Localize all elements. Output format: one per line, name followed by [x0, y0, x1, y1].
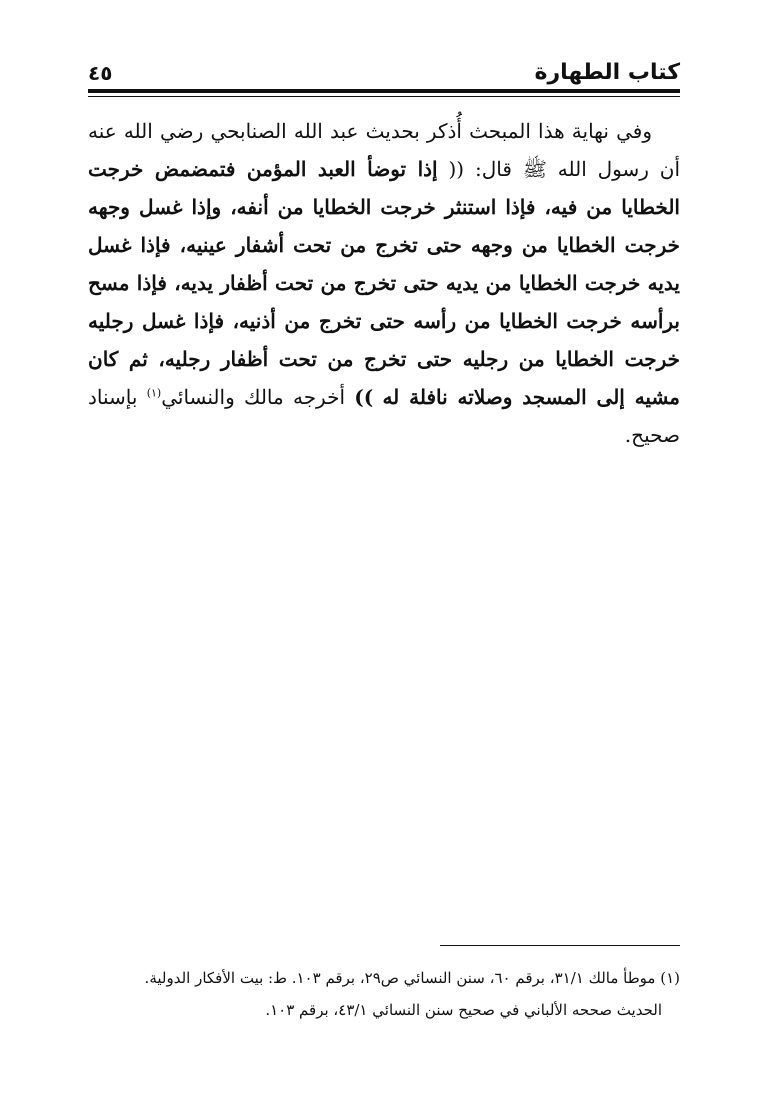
intro-text: وفي نهاية هذا المبحث أُذكر بحديث عبد الله الصنابحي رضي الله عنه أن رسول الله ﷺ قال: (( [88, 119, 681, 181]
closing-bracket: )) [354, 385, 374, 409]
ending-text: بإسناد صحيح. [88, 385, 680, 447]
attribution-text: أخرجه مالك والنسائي [161, 385, 346, 409]
main-text [88, 112, 680, 454]
footnote-line: الحديث صححه الألباني في صحيح سنن النسائي ٤٣/١، برقم ١٠٣. [265, 1001, 662, 1019]
footnote-separator [440, 945, 680, 946]
paragraph [88, 112, 680, 454]
footnotes [88, 962, 680, 1026]
chapter-title: كتاب الطهارة [534, 60, 680, 85]
running-header [88, 58, 680, 88]
footnote-line: (١) موطأ مالك ٣١/١، برقم ٦٠، سنن النسائي ص٢٩، برقم ١٠٣. ط: بيت الأفكار الدولية. [144, 969, 680, 987]
footnote-reference: (١) [146, 386, 162, 400]
hadith-text: إذا توضأ العبد المؤمن فتمضمض خرجت الخطايا من فيه، فإذا استنثر خرجت الخطايا من أنفه، وإذا غسل وجهه خرجت الخطايا من وجهه حتى تخرج من تحت أشفار عينيه، فإذا غسل يديه خرجت الخطايا من يديه حتى تخرج من تحت أظفار يديه، فإذا مسح برأسه خرجت الخطايا من رأسه حتى تخرج من أذنيه، فإذا غسل رجليه خرجت الخطايا من رجليه حتى تخرج من تحت أظفار رجليه، ثم كان مشيه إلى المسجد وصلاته نافلة له [88, 157, 681, 409]
header-rule-thick [88, 89, 680, 93]
page-number: ٤٥ [88, 61, 113, 85]
header-rule-thin [88, 96, 680, 97]
